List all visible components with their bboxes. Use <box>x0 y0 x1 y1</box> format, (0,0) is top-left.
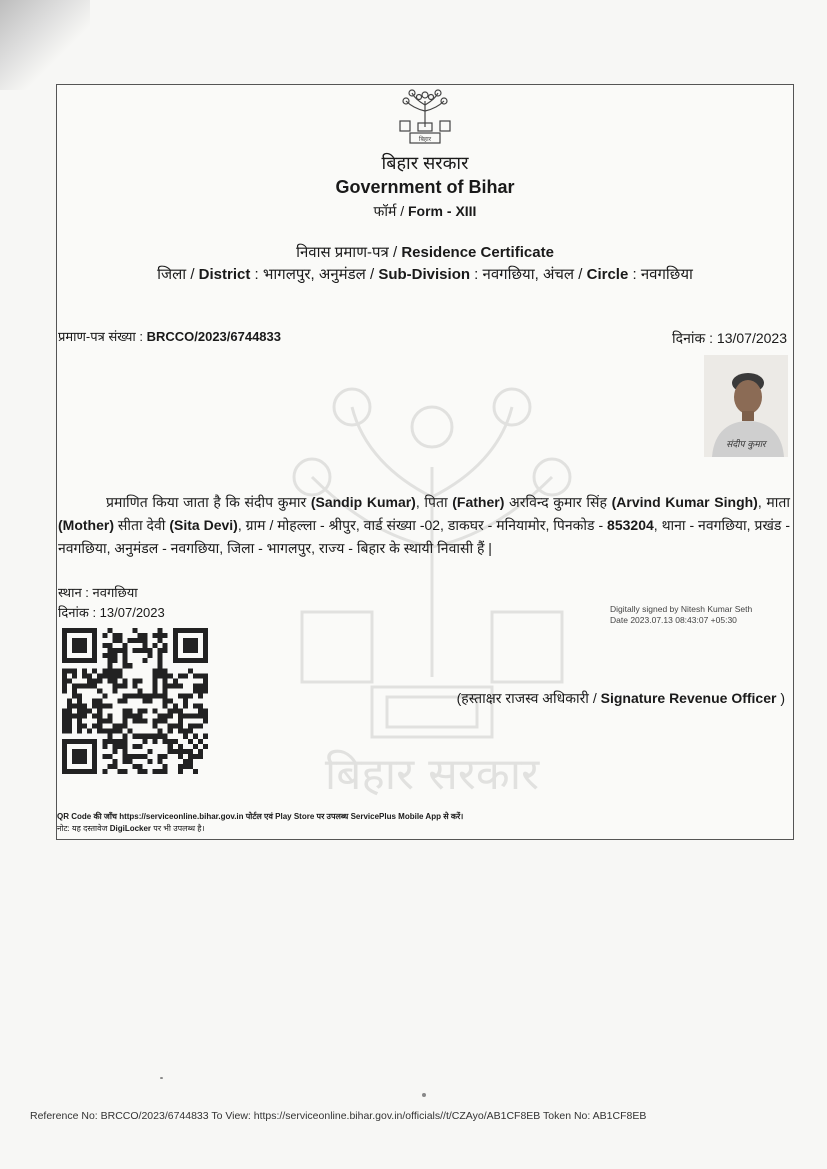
digilocker-text: DigiLocker <box>109 824 152 833</box>
applicant-photo <box>704 355 788 457</box>
body-part-2: , पिता <box>415 494 453 510</box>
qr-note-line-2 <box>57 823 463 835</box>
circle-value: : नवगछिया <box>628 266 693 283</box>
qr-note-text-e: नोट: यह दस्तावेज <box>57 824 110 833</box>
svg-text:बिहार सरकार: बिहार सरकार <box>324 749 540 800</box>
verification-url[interactable]: https://serviceonline.bihar.gov.in <box>119 812 244 821</box>
svg-text:संदीप कुमार: संदीप कुमार <box>726 440 766 450</box>
certificate-date <box>672 329 787 348</box>
qr-verification-note <box>57 811 463 835</box>
bihar-emblem-icon <box>394 87 456 149</box>
certificate-title-hindi: निवास प्रमाण-पत्र / <box>296 244 402 261</box>
certificate-date-label: दिनांक : <box>672 330 717 346</box>
certificate-frame <box>56 84 794 840</box>
applicant-name-english: (Sandip Kumar) <box>310 494 416 510</box>
body-part-6: , ग्राम / मोहल्ला - श्रीपुर, वार्ड संख्या -02, डाकघर - मनियामोर, पिनकोड - <box>237 517 608 533</box>
scan-speck <box>422 1093 426 1097</box>
father-name-english: (Arvind Kumar Singh) <box>611 494 758 510</box>
mother-label: (Mother) <box>58 517 114 533</box>
serviceplus-app-text: ServicePlus Mobile App <box>350 812 441 821</box>
play-store-text: Play Store <box>275 812 315 821</box>
certificate-number <box>58 327 281 345</box>
issue-date: दिनांक : 13/07/2023 <box>58 605 165 620</box>
mother-name-english: (Sita Devi) <box>169 517 238 533</box>
form-number <box>57 202 793 221</box>
signature-label-english: Signature Revenue Officer <box>600 690 777 706</box>
qr-note-text-d: से करें। <box>440 812 464 821</box>
form-label-english: Form - XIII <box>408 203 477 219</box>
district-value: : भागलपुर, अनुमंडल / <box>250 266 379 283</box>
certificate-body <box>58 491 790 560</box>
english-title: Government of Bihar <box>335 177 515 197</box>
subdivision-label: Sub-Division <box>378 266 471 283</box>
qr-note-text-b: पोर्टल एवं <box>243 812 276 821</box>
subdivision-value: : नवगछिया, अंचल / <box>470 266 587 283</box>
district-label: District <box>198 266 251 283</box>
footer-reference: Reference No: BRCCO/2023/6744833 To View: https://serviceonline.bihar.gov.in/officials//t/CZAyo/AB1CF8EB Token No: AB1CF8EB <box>30 1110 647 1122</box>
qr-note-text-a: QR Code की जाँच <box>57 812 120 821</box>
hindi-title: बिहार सरकार <box>381 153 469 173</box>
certificate-date-value: 13/07/2023 <box>716 330 787 346</box>
qr-note-line-1 <box>57 811 463 823</box>
qr-code[interactable] <box>62 626 208 776</box>
certificate-title <box>57 242 793 262</box>
pincode-value: 853204 <box>607 517 654 533</box>
digital-signature <box>610 604 752 626</box>
signature-label <box>457 689 785 708</box>
certificate-title-english: Residence Certificate <box>401 244 554 261</box>
signature-label-close: ) <box>776 690 785 706</box>
scan-speck <box>160 1077 163 1079</box>
certificate-number-value: BRCCO/2023/6744833 <box>146 329 281 344</box>
digital-signature-date: Date 2023.07.13 08:43:07 +05:30 <box>610 615 737 625</box>
district-line <box>57 264 793 284</box>
district-label-hindi: जिला / <box>157 266 199 283</box>
body-part-1: प्रमाणित किया जाता है कि संदीप कुमार <box>106 494 311 510</box>
form-label-hindi: फॉर्म / <box>373 203 408 219</box>
watermark-emblem-icon <box>262 377 602 802</box>
body-part-3: अरविन्द कुमार सिंह <box>504 494 612 510</box>
body-part-7: , थाना - नवगछिया, प्रखंड - नवगछिया, अनुमंडल - नवगछिया, जिला - भागलपुर, राज्य - बिहार के स्थायी निवासी हैं | <box>58 517 790 556</box>
scan-shadow <box>0 0 90 90</box>
qr-note-text-c: पर उपलब्ध <box>314 812 351 821</box>
digital-signature-name: Digitally signed by Nitesh Kumar Seth <box>610 604 753 614</box>
body-part-4: , माता <box>757 494 790 510</box>
body-part-5: सीता देवी <box>114 517 170 533</box>
qr-note-text-f: पर भी उपलब्ध है। <box>151 824 205 833</box>
certificate-number-label: प्रमाण-पत्र संख्या : <box>58 329 147 344</box>
signature-label-hindi: (हस्ताक्षर राजस्व अधिकारी / <box>456 690 601 706</box>
issue-place: स्थान : नवगछिया <box>58 585 138 600</box>
svg-text:बिहार: बिहार <box>418 136 432 143</box>
circle-label: Circle <box>586 266 629 283</box>
father-label: (Father) <box>452 494 505 510</box>
